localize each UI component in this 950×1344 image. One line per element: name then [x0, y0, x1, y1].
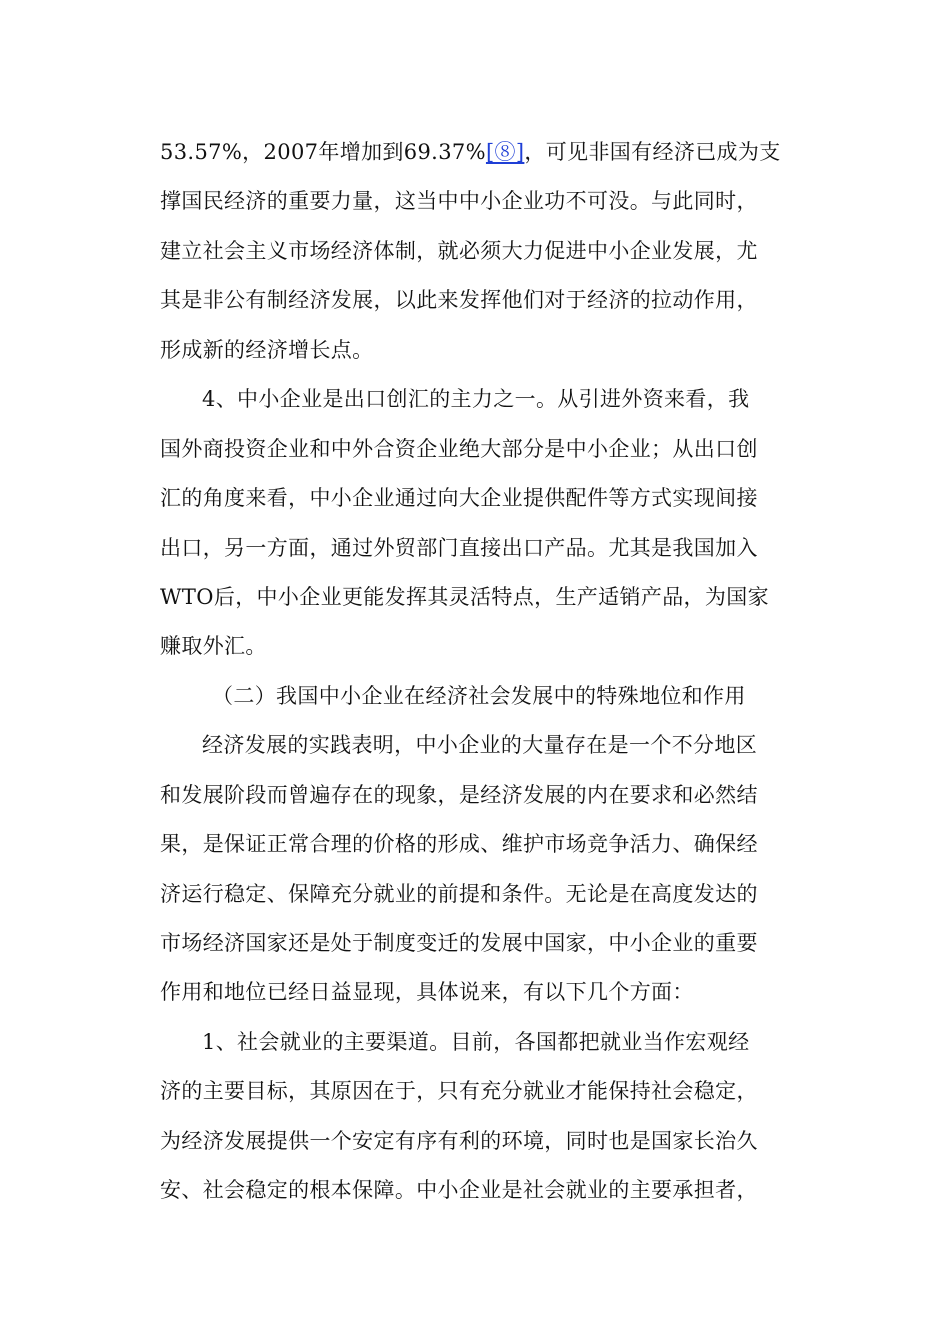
text-line-22: 安、社会稳定的根本保障。中小企业是社会就业的主要承担者，: [160, 1178, 758, 1203]
line-1-text-start: 53.57%，2007年增加到69.37%: [160, 140, 486, 164]
text-line-14: 和发展阶段而曾遍存在的现象，是经济发展的内在要求和必然结: [160, 782, 758, 807]
text-line-21: 为经济发展提供一个安定有序有利的环境，同时也是国家长治久: [160, 1128, 758, 1153]
text-line-17: 市场经济国家还是处于制度变迁的发展中国家，中小企业的重要: [160, 931, 758, 955]
paragraph-1-start: 1、社会就业的主要渠道。目前，各国都把就业当作宏观经: [202, 1029, 750, 1054]
text-line-3: 建立社会主义市场经济体制，就必须大力促进中小企业发展，尤: [160, 238, 758, 263]
text-line-9: 出口，另一方面，通过外贸部门直接出口产品。尤其是我国加入: [160, 535, 758, 560]
body-text: [160, 128, 796, 1216]
paragraph-4-start: 4、中小企业是出口创汇的主力之一。从引进外资来看，我: [202, 387, 750, 412]
text-line-15: 果，是保证正常合理的价格的形成、维护市场竞争活力、确保经: [160, 832, 758, 857]
text-line-8: 汇的角度来看，中小企业通过向大企业提供配件等方式实现间接: [160, 486, 758, 511]
line-1-text-end: ，可见非国有经济已成为支: [524, 140, 781, 164]
text-line-11: 赚取外汇。: [160, 634, 267, 659]
section-heading: （二）我国中小企业在经济社会发展中的特殊地位和作用: [212, 683, 746, 708]
text-line-1: [160, 128, 796, 177]
text-line-16: 济运行稳定、保障充分就业的前提和条件。无论是在高度发达的: [160, 881, 758, 906]
text-line-4: 其是非公有制经济发展，以此来发挥他们对于经济的拉动作用，: [160, 288, 758, 313]
text-line-2: 撑国民经济的重要力量，这当中中小企业功不可没。与此同时，: [160, 189, 758, 214]
paragraph-start: 经济发展的实践表明，中小企业的大量存在是一个不分地区: [202, 733, 758, 758]
text-line-18: 作用和地位已经日益显现，具体说来，有以下几个方面：: [160, 980, 694, 1005]
text-line-5: 形成新的经济增长点。: [160, 337, 374, 362]
text-line-10: WTO后，中小企业更能发挥其灵活特点，生产适销产品，为国家: [160, 584, 769, 609]
footnote-link-8[interactable]: [⑧]: [485, 140, 525, 164]
text-line-20: 济的主要目标，其原因在于，只有充分就业才能保持社会稳定，: [160, 1079, 758, 1104]
text-line-7: 国外商投资企业和中外合资企业绝大部分是中小企业；从出口创: [160, 436, 758, 461]
